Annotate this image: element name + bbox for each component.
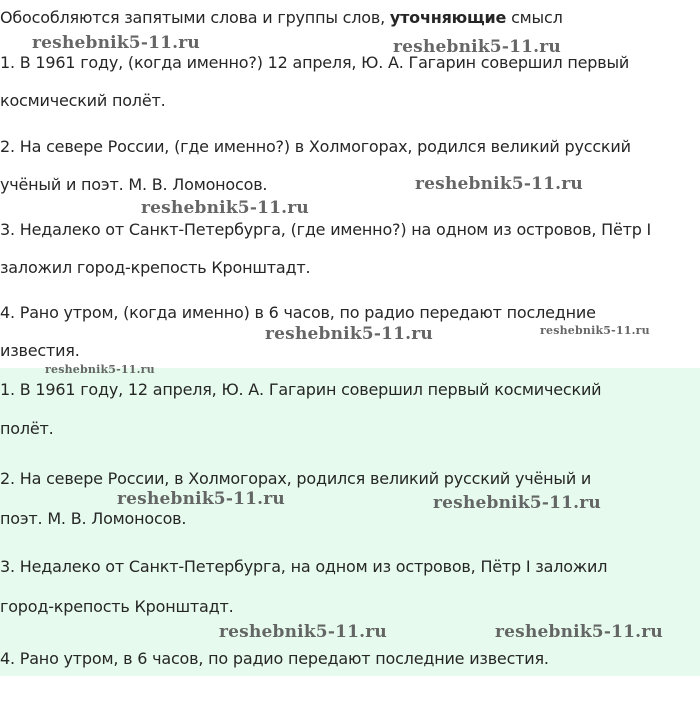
question-1-line-1: 1. В 1961 году, (когда именно?) 12 апреля, Ю. А. Гагарин совершил первый [0,53,630,72]
question-3-line-2: заложил город-крепость Кронштадт. [0,258,311,277]
question-4-line-2: известия. [0,341,80,360]
watermark: reshebnik5-11.ru [45,363,155,376]
answer-4-line-1: 4. Рано утром, в 6 часов, по радио передают последние известия. [0,649,549,668]
answer-1-line-1: 1. В 1961 году, 12 апреля, Ю. А. Гагарин совершил первый космический [0,380,602,399]
question-4-line-1: 4. Рано утром, (когда именно) в 6 часов, по радио передают последние [0,303,596,322]
intro-text [0,8,563,27]
watermark: reshebnik5-11.ru [495,622,663,642]
watermark: reshebnik5-11.ru [415,174,583,194]
watermark: reshebnik5-11.ru [32,33,200,53]
watermark: reshebnik5-11.ru [265,324,433,344]
answer-1-line-2: полёт. [0,419,54,438]
intro-text-start: Обособляются запятыми слова и группы слов, [0,8,390,27]
watermark: reshebnik5-11.ru [540,324,650,337]
answer-2-line-2: поэт. М. В. Ломоносов. [0,509,187,528]
intro-bold-word: уточняющие [389,8,507,27]
question-3-line-1: 3. Недалеко от Санкт-Петербурга, (где именно?) на одном из островов, Пётр I [0,220,652,239]
watermark: reshebnik5-11.ru [117,489,285,509]
watermark: reshebnik5-11.ru [219,622,387,642]
question-2-line-1: 2. На севере России, (где именно?) в Холмогорах, родился великий русский [0,137,631,156]
question-1-line-2: космический полёт. [0,91,166,110]
answer-3-line-2: город-крепость Кронштадт. [0,597,234,616]
answer-3-line-1: 3. Недалеко от Санкт-Петербурга, на одном из островов, Пётр I заложил [0,557,608,576]
watermark: reshebnik5-11.ru [141,198,309,218]
question-2-line-2: учёный и поэт. М. В. Ломоносов. [0,175,268,194]
watermark: reshebnik5-11.ru [393,37,561,57]
watermark: reshebnik5-11.ru [433,493,601,513]
intro-text-end: смысл [506,8,563,27]
answer-2-line-1: 2. На севере России, в Холмогорах, родился великий русский учёный и [0,469,592,488]
